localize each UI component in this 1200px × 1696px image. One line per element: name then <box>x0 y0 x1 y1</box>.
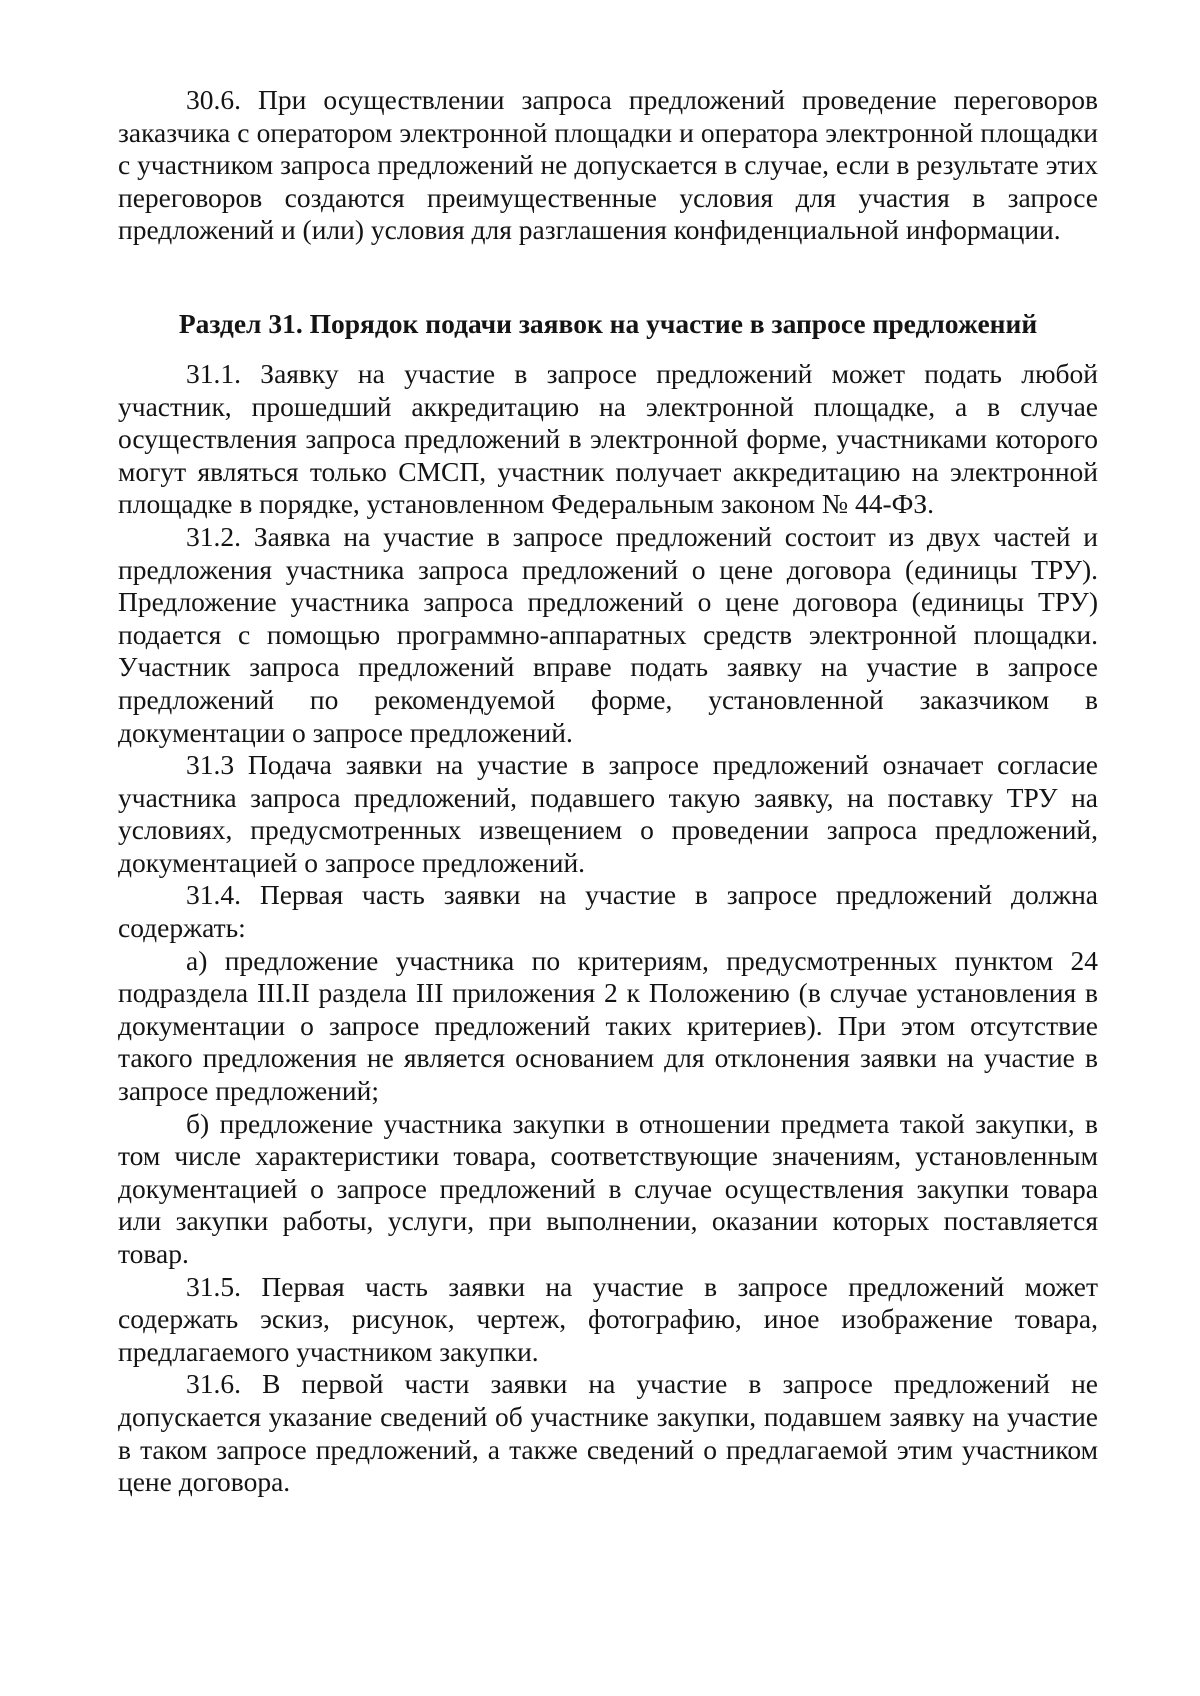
paragraph-31-6: 31.6. В первой части заявки на участие в запросе предложений не допускается указание сведений об участнике закупки, подавшем заявку на участие в таком запросе предложений, а также сведений о предлагаемой этим участником цене договора. <box>118 1368 1098 1498</box>
paragraph-31-1: 31.1. Заявку на участие в запросе предложений может подать любой участник, прошедший аккредитацию на электронной площадке, а в случае осуществления запроса предложений в электронной форме, участниками которого могут являться только СМСП, участник получает аккредитацию на электронной площадке в порядке, установленном Федеральным законом № 44-ФЗ. <box>118 357 1098 520</box>
paragraph-31-3: 31.3 Подача заявки на участие в запросе предложений означает согласие участника запроса предложений, подавшего такую заявку, на поставку ТРУ на условиях, предусмотренных извещением о проведении запроса предложений, документацией о запросе предложений. <box>118 749 1098 878</box>
paragraph-31-2: 31.2. Заявка на участие в запросе предложений состоит из двух частей и предложения участника запроса предложений о цене договора (единицы ТРУ). Предложение участника запроса предложений о цене договора (единицы ТРУ) подается с помощью программно-аппаратных средств электронной площадки. Участник запроса предложений вправе подать заявку на участие в запросе предложений по рекомендуемой форме, установленной заказчиком в документации о запросе предложений. <box>118 520 1098 748</box>
paragraph-30-6: 30.6. При осуществлении запроса предложений проведение переговоров заказчика с оператором электронной площадки и оператора электронной площадки с участником запроса предложений не допускается в случае, если в результате этих переговоров создаются преимущественные условия для участия в запросе предложений и (или) условия для разглашения конфиденциальной информации. <box>118 84 1098 246</box>
paragraph-31-4-b: б) предложение участника закупки в отношении предмета такой закупки, в том числе характеристики товара, соответствующие значениям, установленным документацией о запросе предложений в случае осуществления закупки товара или закупки работы, услуги, при выполнении, оказании которых поставляется товар. <box>118 1107 1098 1269</box>
paragraph-31-5: 31.5. Первая часть заявки на участие в запросе предложений может содержать эскиз, рисунок, чертеж, фотографию, иное изображение товара, предлагаемого участником закупки. <box>118 1270 1098 1367</box>
paragraph-31-4-a: а) предложение участника по критериям, предусмотренных пунктом 24 подраздела III.II раздела III приложения 2 к Положению (в случае установления в документации о запросе предложений таких критериев). При этом отсутствие такого предложения не является основанием для отклонения заявки на участие в запросе предложений; <box>118 944 1098 1107</box>
paragraph-31-4: 31.4. Первая часть заявки на участие в запросе предложений должна содержать: <box>118 879 1098 944</box>
section-heading: Раздел 31. Порядок подачи заявок на участие в запросе предложений <box>178 307 1038 339</box>
